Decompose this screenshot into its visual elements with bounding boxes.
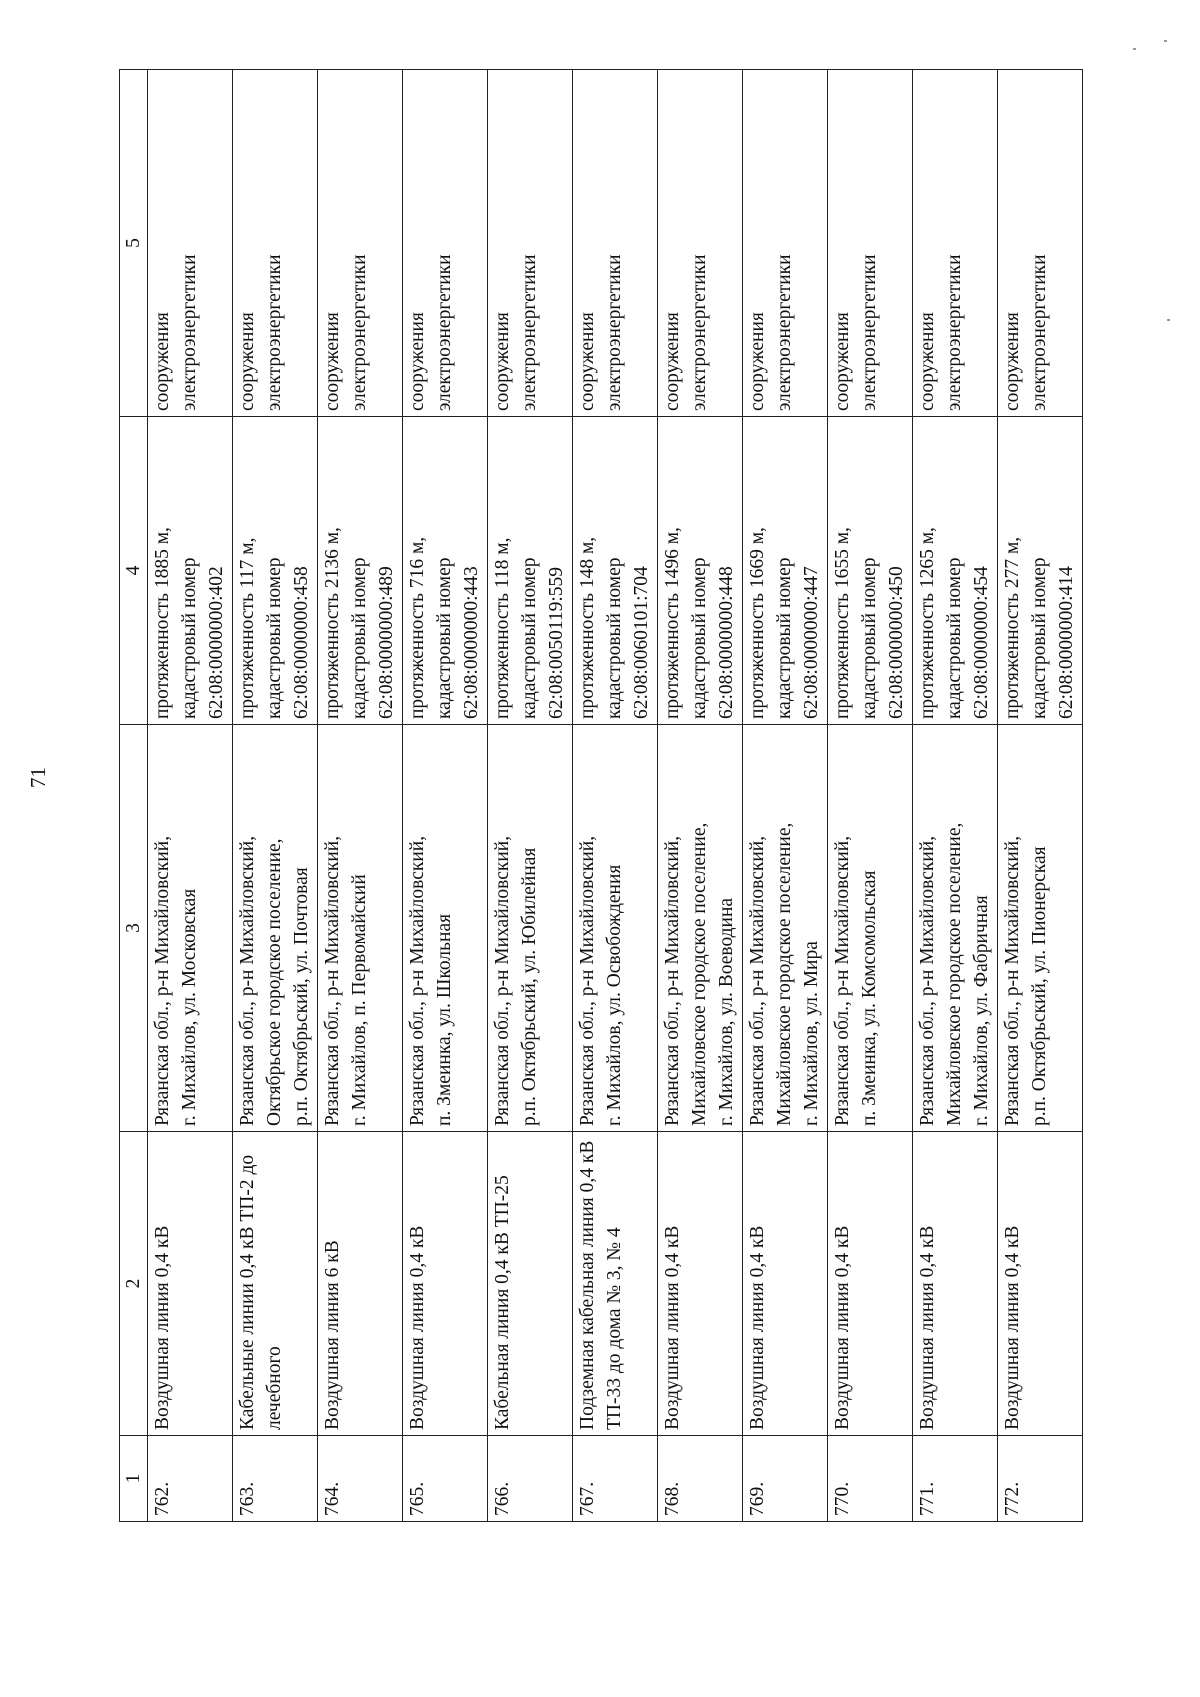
details-cell: [148, 417, 233, 725]
address-cell: [148, 725, 233, 1132]
table-row: [743, 70, 828, 1522]
address-cell: [488, 725, 573, 1132]
details-line: кадастровый номер: [1029, 557, 1050, 719]
details-line: протяженность 148 м,: [577, 536, 598, 719]
purpose-line: электроэнергетики: [264, 254, 285, 411]
header-row: [120, 70, 148, 1522]
details-cell: [403, 417, 488, 725]
address-line: Михайловское городское поселение,: [689, 822, 710, 1126]
details-line: протяженность 1669 м,: [747, 527, 768, 719]
details-line: 62:08:0000000:402: [206, 566, 227, 719]
purpose-cell: [913, 70, 998, 417]
column-header: 3: [120, 725, 148, 1132]
table-row: [318, 70, 403, 1522]
page-number: 71: [26, 767, 50, 788]
address-cell: [658, 725, 743, 1132]
details-line: кадастровый номер: [264, 557, 285, 719]
row-number-cell: 762.: [148, 1436, 233, 1522]
purpose-cell: [828, 70, 913, 417]
purpose-line: электроэнергетики: [604, 254, 625, 411]
details-line: кадастровый номер: [689, 557, 710, 719]
details-line: протяженность 1496 м,: [662, 527, 683, 719]
address-line: Рязанская обл., р-н Михайловский,: [1002, 835, 1023, 1126]
details-line: протяженность 716 м,: [407, 536, 428, 719]
object-name-cell: Воздушная линия 0,4 кВ: [658, 1132, 743, 1436]
address-cell: [403, 725, 488, 1132]
details-line: протяженность 1265 м,: [917, 527, 938, 719]
details-line: протяженность 1885 м,: [152, 527, 173, 719]
address-line: г. Михайлов, п. Первомайский: [349, 874, 370, 1126]
address-line: г. Михайлов, ул. Московская: [179, 888, 200, 1126]
address-line: Рязанская обл., р-н Михайловский,: [407, 835, 428, 1126]
row-number-cell: 770.: [828, 1436, 913, 1522]
rotated-table-container: [119, 70, 1077, 1522]
details-line: 62:08:0060101:704: [631, 566, 652, 719]
table-row: [658, 70, 743, 1522]
details-line: 62:08:0000000:458: [291, 566, 312, 719]
details-cell: [233, 417, 318, 725]
address-line: Рязанская обл., р-н Михайловский,: [152, 835, 173, 1126]
address-line: р.п. Октябрьский, ул. Почтовая: [291, 867, 312, 1126]
address-cell: [318, 725, 403, 1132]
purpose-line: сооружения: [917, 312, 938, 411]
details-line: 62:08:0050119:559: [546, 566, 567, 719]
details-line: кадастровый номер: [774, 557, 795, 719]
address-line: р.п. Октябрьский, ул. Юбилейная: [519, 847, 540, 1126]
purpose-cell: [488, 70, 573, 417]
purpose-line: сооружения: [1002, 312, 1023, 411]
purpose-line: электроэнергетики: [519, 254, 540, 411]
details-cell: [658, 417, 743, 725]
purpose-cell: [318, 70, 403, 417]
details-line: протяженность 2136 м,: [322, 527, 343, 719]
address-line: г. Михайлов, ул. Воеводина: [716, 897, 737, 1126]
address-line: п. Змеинка, ул. Комсомольская: [859, 870, 880, 1126]
purpose-cell: [658, 70, 743, 417]
column-header: 4: [120, 417, 148, 725]
purpose-line: электроэнергетики: [859, 254, 880, 411]
address-line: Рязанская обл., р-н Михайловский,: [577, 835, 598, 1126]
table-row: [488, 70, 573, 1522]
table-row: [913, 70, 998, 1522]
table-row: [573, 70, 658, 1522]
table-row: [233, 70, 318, 1522]
details-line: 62:08:0000000:450: [886, 566, 907, 719]
column-header: 5: [120, 70, 148, 417]
purpose-cell: [148, 70, 233, 417]
details-line: протяженность 277 м,: [1002, 536, 1023, 719]
purpose-line: электроэнергетики: [349, 254, 370, 411]
details-line: 62:08:0000000:414: [1056, 566, 1077, 719]
row-number-cell: 766.: [488, 1436, 573, 1522]
object-name-cell: Воздушная линия 0,4 кВ: [403, 1132, 488, 1436]
purpose-line: сооружения: [237, 312, 258, 411]
object-name-cell: Воздушная линия 0,4 кВ: [148, 1132, 233, 1436]
scan-speck: [1167, 319, 1170, 321]
address-line: Рязанская обл., р-н Михайловский,: [237, 835, 258, 1126]
row-number-cell: 771.: [913, 1436, 998, 1522]
purpose-cell: [573, 70, 658, 417]
details-cell: [743, 417, 828, 725]
address-line: Рязанская обл., р-н Михайловский,: [492, 835, 513, 1126]
purpose-line: сооружения: [492, 312, 513, 411]
purpose-line: сооружения: [747, 312, 768, 411]
object-name-cell: Воздушная линия 0,4 кВ: [828, 1132, 913, 1436]
address-cell: [573, 725, 658, 1132]
purpose-cell: [403, 70, 488, 417]
address-line: Михайловское городское поселение,: [944, 822, 965, 1126]
purpose-line: электроэнергетики: [179, 254, 200, 411]
address-line: п. Змеинка, ул. Школьная: [434, 913, 455, 1126]
details-line: кадастровый номер: [604, 557, 625, 719]
details-cell: [318, 417, 403, 725]
address-line: г. Михайлов, ул. Мира: [801, 941, 822, 1126]
column-header: 2: [120, 1132, 148, 1436]
details-line: кадастровый номер: [434, 557, 455, 719]
table-row: [828, 70, 913, 1522]
details-line: протяженность 1655 м,: [832, 527, 853, 719]
address-cell: [743, 725, 828, 1132]
address-line: р.п. Октябрьский, ул. Пионерская: [1029, 846, 1050, 1126]
property-table: [119, 69, 1083, 1522]
object-name-cell: Подземная кабельная линия 0,4 кВ ТП-33 до дома № 3, № 4: [573, 1132, 658, 1436]
address-line: Рязанская обл., р-н Михайловский,: [917, 835, 938, 1126]
table-row: [403, 70, 488, 1522]
table-row: [998, 70, 1083, 1522]
address-cell: [913, 725, 998, 1132]
purpose-line: электроэнергетики: [774, 254, 795, 411]
details-line: протяженность 118 м,: [492, 537, 513, 719]
purpose-line: сооружения: [832, 312, 853, 411]
object-name-cell: Кабельные линии 0,4 кВ ТП-2 до лечебного: [233, 1132, 318, 1436]
address-line: Михайловское городское поселение,: [774, 822, 795, 1126]
purpose-line: сооружения: [152, 312, 173, 411]
purpose-line: сооружения: [322, 312, 343, 411]
object-name-cell: Воздушная линия 0,4 кВ: [998, 1132, 1083, 1436]
details-line: 62:08:0000000:454: [971, 566, 992, 719]
details-line: кадастровый номер: [944, 557, 965, 719]
purpose-line: электроэнергетики: [1029, 254, 1050, 411]
purpose-line: сооружения: [577, 312, 598, 411]
details-line: 62:08:0000000:489: [376, 566, 397, 719]
address-line: Рязанская обл., р-н Михайловский,: [322, 835, 343, 1126]
purpose-cell: [998, 70, 1083, 417]
purpose-line: сооружения: [407, 312, 428, 411]
row-number-cell: 769.: [743, 1436, 828, 1522]
row-number-cell: 768.: [658, 1436, 743, 1522]
details-cell: [828, 417, 913, 725]
purpose-cell: [743, 70, 828, 417]
address-line: г. Михайлов, ул. Освобождения: [604, 864, 625, 1126]
object-name-cell: Кабельная линия 0,4 кВ ТП-25: [488, 1132, 573, 1436]
details-line: кадастровый номер: [519, 557, 540, 719]
object-name-cell: Воздушная линия 6 кВ: [318, 1132, 403, 1436]
purpose-line: сооружения: [662, 312, 683, 411]
details-line: кадастровый номер: [859, 557, 880, 719]
details-line: протяженность 117 м,: [237, 537, 258, 719]
details-cell: [998, 417, 1083, 725]
details-cell: [488, 417, 573, 725]
address-line: г. Михайлов, ул. Фабричная: [971, 895, 992, 1126]
row-number-cell: 772.: [998, 1436, 1083, 1522]
details-line: 62:08:0000000:447: [801, 566, 822, 719]
row-number-cell: 763.: [233, 1436, 318, 1522]
row-number-cell: 764.: [318, 1436, 403, 1522]
address-cell: [828, 725, 913, 1132]
purpose-line: электроэнергетики: [434, 254, 455, 411]
purpose-line: электроэнергетики: [944, 254, 965, 411]
address-cell: [233, 725, 318, 1132]
address-line: Рязанская обл., р-н Михайловский,: [662, 835, 683, 1126]
details-line: кадастровый номер: [179, 557, 200, 719]
purpose-cell: [233, 70, 318, 417]
scan-speck: [1164, 40, 1167, 42]
details-cell: [913, 417, 998, 725]
details-line: кадастровый номер: [349, 557, 370, 719]
details-line: 62:08:0000000:443: [461, 566, 482, 719]
details-line: 62:08:0000000:448: [716, 566, 737, 719]
object-name-cell: Воздушная линия 0,4 кВ: [913, 1132, 998, 1436]
purpose-line: электроэнергетики: [689, 254, 710, 411]
address-line: Октябрьское городское поселение,: [264, 838, 285, 1126]
scan-speck: [1133, 48, 1136, 50]
row-number-cell: 767.: [573, 1436, 658, 1522]
table-row: [148, 70, 233, 1522]
row-number-cell: 765.: [403, 1436, 488, 1522]
details-cell: [573, 417, 658, 725]
address-line: Рязанская обл., р-н Михайловский,: [747, 835, 768, 1126]
address-line: Рязанская обл., р-н Михайловский,: [832, 835, 853, 1126]
address-cell: [998, 725, 1083, 1132]
column-header: 1: [120, 1436, 148, 1522]
object-name-cell: Воздушная линия 0,4 кВ: [743, 1132, 828, 1436]
